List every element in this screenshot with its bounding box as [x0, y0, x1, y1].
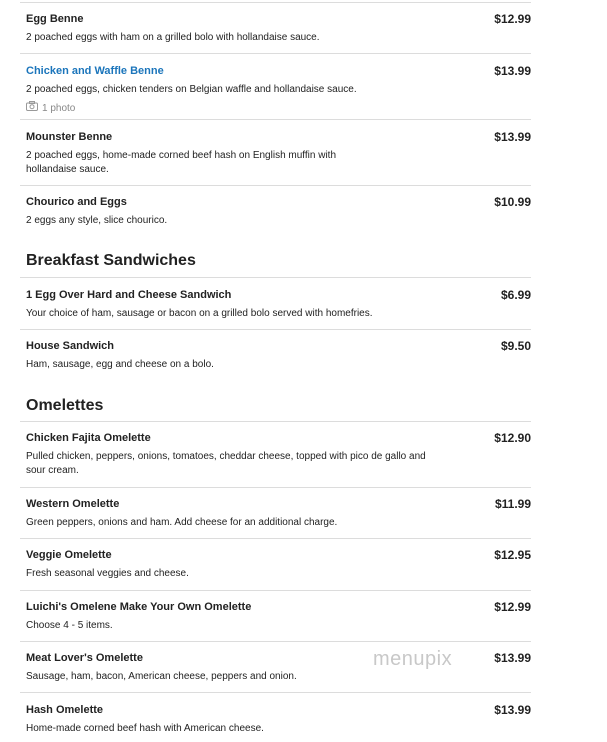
- divider: [20, 692, 531, 693]
- camera-icon: [26, 101, 38, 115]
- item-name: Veggie Omelette: [26, 549, 112, 561]
- photo-count[interactable]: 1 photo: [42, 102, 76, 114]
- menu-item: [26, 339, 531, 372]
- menu-item: [26, 195, 531, 228]
- item-description: Fresh seasonal veggies and cheese.: [26, 568, 189, 579]
- item-price: $13.99: [494, 64, 531, 78]
- item-description: 2 eggs any style, slice chourico.: [26, 215, 168, 226]
- item-name: Luichi's Omelene Make Your Own Omelette: [26, 601, 252, 613]
- item-name: House Sandwich: [26, 340, 115, 352]
- item-name: Chourico and Eggs: [26, 196, 127, 208]
- item-description: 2 poached eggs with ham on a grilled bolo with hollandaise sauce.: [26, 32, 320, 43]
- menu-item[interactable]: [26, 64, 531, 115]
- item-price: $11.99: [494, 497, 531, 511]
- item-description: Home-made corned beef hash with American cheese.: [26, 723, 264, 734]
- menu-item: [26, 600, 531, 633]
- divider: [20, 538, 531, 539]
- menu-item: [26, 130, 531, 177]
- divider: [20, 277, 531, 278]
- menu-item: [26, 703, 531, 736]
- divider: [20, 53, 531, 54]
- divider: [20, 329, 531, 330]
- item-price: $12.99: [494, 600, 531, 614]
- divider: [20, 487, 531, 488]
- photo-link[interactable]: [26, 101, 531, 115]
- item-price: $12.99: [494, 12, 531, 26]
- menu-item: [26, 548, 531, 581]
- item-description: Choose 4 - 5 items.: [26, 620, 113, 631]
- item-description: Ham, sausage, egg and cheese on a bolo.: [26, 359, 214, 370]
- item-price: $12.95: [494, 548, 531, 562]
- menu-item: [26, 497, 531, 530]
- divider: [20, 2, 531, 3]
- divider: [20, 421, 531, 422]
- divider: [20, 119, 531, 120]
- divider: [20, 185, 531, 186]
- menu-item: [26, 651, 531, 684]
- item-name: 1 Egg Over Hard and Cheese Sandwich: [26, 289, 232, 301]
- item-description: Pulled chicken, peppers, onions, tomatoes, cheddar cheese, topped with pico de gallo and sour cream.: [26, 451, 426, 476]
- menu-item: [26, 12, 531, 45]
- item-price: $6.99: [500, 288, 531, 302]
- item-name: Egg Benne: [26, 13, 84, 25]
- watermark: menupix: [373, 648, 453, 670]
- item-price: $13.99: [494, 130, 531, 144]
- item-name: Mounster Benne: [26, 131, 113, 143]
- item-price: $12.90: [494, 431, 531, 445]
- divider: [20, 590, 531, 591]
- menu-item: [26, 288, 531, 321]
- item-description: Sausage, ham, bacon, American cheese, peppers and onion.: [26, 671, 297, 682]
- divider: [20, 641, 531, 642]
- item-description: Green peppers, onions and ham. Add cheese for an additional charge.: [26, 517, 338, 528]
- item-name: Meat Lover's Omelette: [26, 652, 143, 664]
- item-price: $9.50: [500, 339, 531, 353]
- section-title: Breakfast Sandwiches: [26, 252, 196, 269]
- item-description: Your choice of ham, sausage or bacon on a grilled bolo served with homefries.: [26, 308, 373, 319]
- item-name: Western Omelette: [26, 498, 120, 510]
- item-name: Hash Omelette: [26, 704, 104, 716]
- item-price: $13.99: [494, 651, 531, 665]
- item-description: 2 poached eggs, chicken tenders on Belgian waffle and hollandaise sauce.: [26, 84, 357, 95]
- section-title: Omelettes: [26, 397, 104, 414]
- item-price: $10.99: [494, 195, 531, 209]
- item-description: 2 poached eggs, home-made corned beef hash on English muffin with hollandaise sauce.: [26, 150, 337, 175]
- menu-item: [26, 431, 531, 478]
- item-name-link[interactable]: Chicken and Waffle Benne: [26, 65, 164, 77]
- item-price: $13.99: [494, 703, 531, 717]
- item-name: Chicken Fajita Omelette: [26, 432, 151, 444]
